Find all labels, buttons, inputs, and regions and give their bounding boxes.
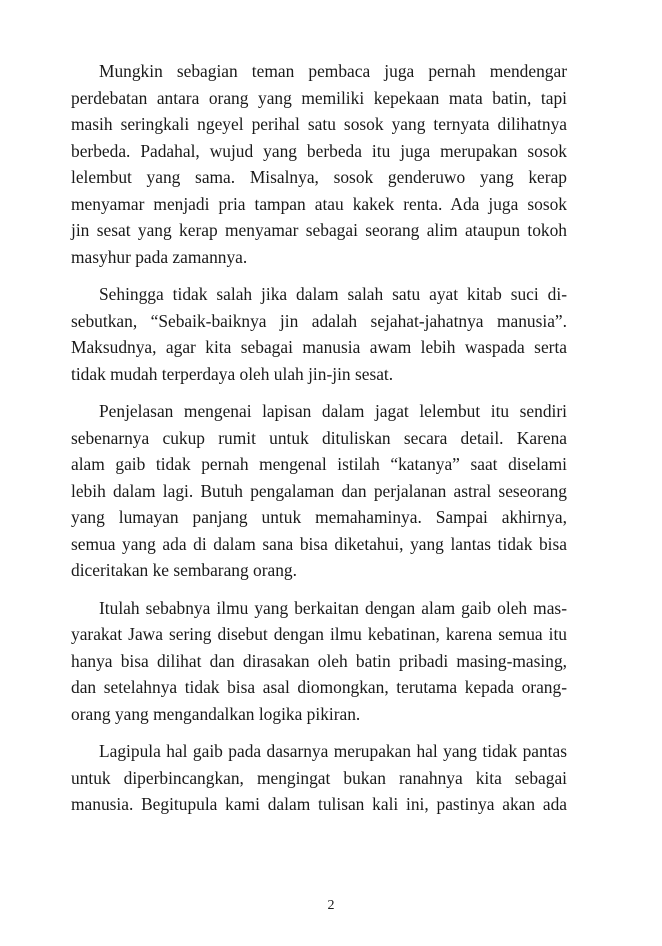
text-line: Mungkin sebagian teman pembaca juga pernah mendengar bbox=[99, 61, 567, 81]
text-line: Lagipula hal gaib pada dasarnya merupakan hal yang tidak pantas bbox=[99, 741, 567, 761]
text-line: jin sesat yang kerap menyamar sebagai seorang alim ataupun tokoh bbox=[71, 220, 567, 240]
text-line: masyhur pada zamannya. bbox=[71, 246, 248, 267]
page-body bbox=[71, 58, 567, 829]
text-line: sebenarnya cukup rumit untuk dituliskan secara detail. Karena bbox=[71, 427, 567, 448]
paragraph-1 bbox=[71, 58, 567, 270]
paragraph-3 bbox=[71, 398, 567, 584]
text-line: yang lumayan panjang untuk memahaminya. Sampai akhirnya, bbox=[71, 507, 567, 527]
text-line: diceritakan ke sembarang orang. bbox=[71, 560, 297, 580]
text-line: lebih dalam lagi. Butuh pengalaman dan perjalanan astral seseorang bbox=[71, 480, 567, 501]
text-line: perdebatan antara orang yang memiliki kepekaan mata batin, tapi bbox=[71, 87, 567, 108]
paragraph-5 bbox=[71, 738, 567, 818]
text-line: masih seringkali ngeyel perihal satu sosok yang ternyata dilihatnya bbox=[71, 114, 567, 134]
text-line: menyamar menjadi pria tampan atau kakek renta. Ada juga sosok bbox=[71, 193, 567, 214]
text-line: Maksudnya, agar kita sebagai manusia awam lebih waspada serta bbox=[71, 337, 567, 357]
page-number: 2 bbox=[327, 898, 335, 913]
text-line: berbeda. Padahal, wujud yang berbeda itu juga merupakan sosok bbox=[71, 140, 567, 161]
text-line: Itulah sebabnya ilmu yang berkaitan dengan alam gaib oleh mas- bbox=[99, 597, 567, 618]
text-line: manusia. Begitupula kami dalam tulisan kali ini, pastinya akan ada bbox=[71, 794, 567, 814]
paragraph-4 bbox=[71, 595, 567, 728]
text-line: semua yang ada di dalam sana bisa diketahui, yang lantas tidak bisa bbox=[71, 533, 567, 554]
text-line: yarakat Jawa sering disebut dengan ilmu kebatinan, karena semua itu bbox=[71, 624, 567, 644]
text-line: orang yang mengandalkan logika pikiran. bbox=[71, 703, 361, 724]
text-line: untuk diperbincangkan, mengingat bukan ranahnya kita sebagai bbox=[71, 767, 567, 788]
text-line: lelembut yang sama. Misalnya, sosok genderuwo yang kerap bbox=[71, 167, 567, 187]
text-line: Sehingga tidak salah jika dalam salah satu ayat kitab suci di- bbox=[99, 284, 567, 304]
text-line: tidak mudah terperdaya oleh ulah jin-jin sesat. bbox=[71, 363, 394, 384]
text-line: dan setelahnya tidak bisa asal diomongkan, terutama kepada orang- bbox=[71, 677, 567, 697]
text-line: hanya bisa dilihat dan dirasakan oleh batin pribadi masing-masing, bbox=[71, 650, 567, 671]
paragraph-2 bbox=[71, 281, 567, 387]
text-line: alam gaib tidak pernah mengenal istilah “katanya” saat diselami bbox=[71, 454, 567, 474]
text-line: sebutkan, “Sebaik-baiknya jin adalah sejahat-jahatnya manusia”. bbox=[71, 310, 567, 331]
text-line: Penjelasan mengenai lapisan dalam jagat lelembut itu sendiri bbox=[99, 401, 567, 421]
